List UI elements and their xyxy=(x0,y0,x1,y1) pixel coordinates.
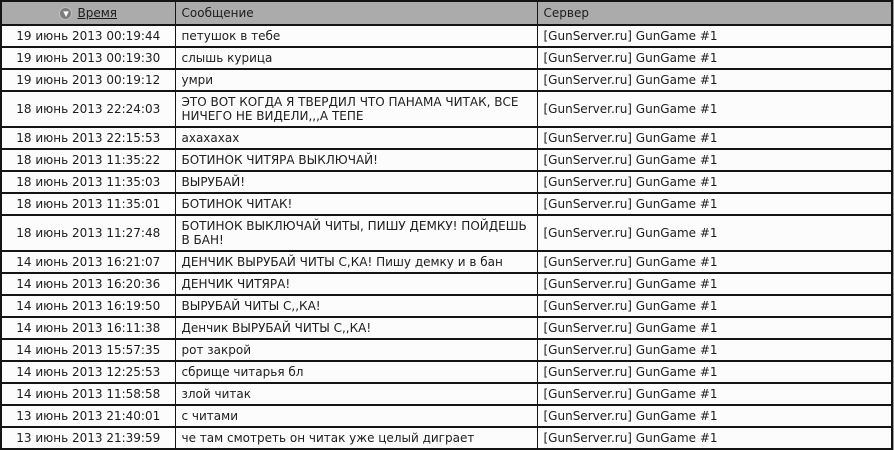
message-cell: Денчик ВЫРУБАЙ ЧИТЫ С,,КА! xyxy=(175,317,537,339)
server-cell: [GunServer.ru] GunGame #1 xyxy=(537,361,892,383)
server-cell: [GunServer.ru] GunGame #1 xyxy=(537,193,892,215)
log-row xyxy=(1,383,892,405)
server-cell: [GunServer.ru] GunGame #1 xyxy=(537,251,892,273)
time-cell: 18 июнь 2013 22:24:03 xyxy=(1,91,175,127)
time-cell: 19 июнь 2013 00:19:12 xyxy=(1,69,175,91)
server-cell: [GunServer.ru] GunGame #1 xyxy=(537,317,892,339)
server-cell: [GunServer.ru] GunGame #1 xyxy=(537,127,892,149)
log-row xyxy=(1,273,892,295)
sort-descending-icon[interactable] xyxy=(59,7,72,20)
time-cell: 18 июнь 2013 11:35:03 xyxy=(1,171,175,193)
message-cell: БОТИНОК ВЫКЛЮЧАЙ ЧИТЫ, ПИШУ ДЕМКУ! ПОЙДЕШЬ В БАН! xyxy=(175,215,537,251)
time-cell: 19 июнь 2013 00:19:30 xyxy=(1,47,175,69)
server-cell: [GunServer.ru] GunGame #1 xyxy=(537,215,892,251)
log-row xyxy=(1,317,892,339)
time-cell: 14 июнь 2013 15:57:35 xyxy=(1,339,175,361)
server-cell: [GunServer.ru] GunGame #1 xyxy=(537,339,892,361)
message-cell: че там смотреть он читак уже целый диграет xyxy=(175,427,537,449)
message-cell: рот закрой xyxy=(175,339,537,361)
server-cell: [GunServer.ru] GunGame #1 xyxy=(537,47,892,69)
message-cell: с читами xyxy=(175,405,537,427)
log-row xyxy=(1,405,892,427)
log-row xyxy=(1,171,892,193)
column-header-server: Сервер xyxy=(537,1,892,25)
log-row xyxy=(1,339,892,361)
message-cell: слышь курица xyxy=(175,47,537,69)
log-row xyxy=(1,193,892,215)
log-row xyxy=(1,251,892,273)
time-cell: 14 июнь 2013 16:21:07 xyxy=(1,251,175,273)
log-row xyxy=(1,295,892,317)
server-cell: [GunServer.ru] GunGame #1 xyxy=(537,69,892,91)
log-row xyxy=(1,361,892,383)
time-cell: 18 июнь 2013 11:35:01 xyxy=(1,193,175,215)
time-cell: 18 июнь 2013 22:15:53 xyxy=(1,127,175,149)
server-cell: [GunServer.ru] GunGame #1 xyxy=(537,427,892,449)
server-cell: [GunServer.ru] GunGame #1 xyxy=(537,91,892,127)
log-row xyxy=(1,215,892,251)
message-cell: умри xyxy=(175,69,537,91)
table-body xyxy=(1,25,892,449)
time-cell: 14 июнь 2013 16:19:50 xyxy=(1,295,175,317)
time-cell: 13 июнь 2013 21:39:59 xyxy=(1,427,175,449)
server-cell: [GunServer.ru] GunGame #1 xyxy=(537,171,892,193)
server-cell: [GunServer.ru] GunGame #1 xyxy=(537,295,892,317)
message-cell: ЭТО ВОТ КОГДА Я ТВЕРДИЛ ЧТО ПАНАМА ЧИТАК, ВСЕ НИЧЕГО НЕ ВИДЕЛИ,,,А ТЕПЕ xyxy=(175,91,537,127)
time-cell: 18 июнь 2013 11:35:22 xyxy=(1,149,175,171)
message-cell: сбрище читарья бл xyxy=(175,361,537,383)
log-row xyxy=(1,127,892,149)
message-cell: ДЕНЧИК ВЫРУБАЙ ЧИТЫ С,КА! Пишу демку и в бан xyxy=(175,251,537,273)
time-cell: 19 июнь 2013 00:19:44 xyxy=(1,25,175,47)
sort-by-time-link[interactable]: Время xyxy=(77,6,117,20)
message-cell: злой читак xyxy=(175,383,537,405)
message-cell: ДЕНЧИК ЧИТЯРА! xyxy=(175,273,537,295)
time-cell: 18 июнь 2013 11:27:48 xyxy=(1,215,175,251)
time-cell: 14 июнь 2013 16:11:38 xyxy=(1,317,175,339)
server-cell: [GunServer.ru] GunGame #1 xyxy=(537,149,892,171)
chevron-down-glyph: ▼ xyxy=(63,9,69,18)
column-header-time xyxy=(1,1,175,25)
message-cell: ВЫРУБАЙ ЧИТЫ С,,КА! xyxy=(175,295,537,317)
message-cell: БОТИНОК ЧИТЯРА ВЫКЛЮЧАЙ! xyxy=(175,149,537,171)
log-row xyxy=(1,69,892,91)
column-header-message: Сообщение xyxy=(175,1,537,25)
log-row xyxy=(1,91,892,127)
log-row xyxy=(1,47,892,69)
time-cell: 14 июнь 2013 12:25:53 xyxy=(1,361,175,383)
log-row xyxy=(1,427,892,449)
message-cell: ВЫРУБАЙ! xyxy=(175,171,537,193)
time-cell: 14 июнь 2013 11:58:58 xyxy=(1,383,175,405)
log-row xyxy=(1,149,892,171)
time-cell: 14 июнь 2013 16:20:36 xyxy=(1,273,175,295)
server-cell: [GunServer.ru] GunGame #1 xyxy=(537,25,892,47)
server-cell: [GunServer.ru] GunGame #1 xyxy=(537,383,892,405)
server-cell: [GunServer.ru] GunGame #1 xyxy=(537,273,892,295)
log-row xyxy=(1,25,892,47)
time-cell: 13 июнь 2013 21:40:01 xyxy=(1,405,175,427)
message-cell: БОТИНОК ЧИТАК! xyxy=(175,193,537,215)
server-cell: [GunServer.ru] GunGame #1 xyxy=(537,405,892,427)
table-header-row xyxy=(1,1,892,25)
table-header xyxy=(1,1,892,25)
message-cell: петушок в тебе xyxy=(175,25,537,47)
message-cell: ахахахах xyxy=(175,127,537,149)
